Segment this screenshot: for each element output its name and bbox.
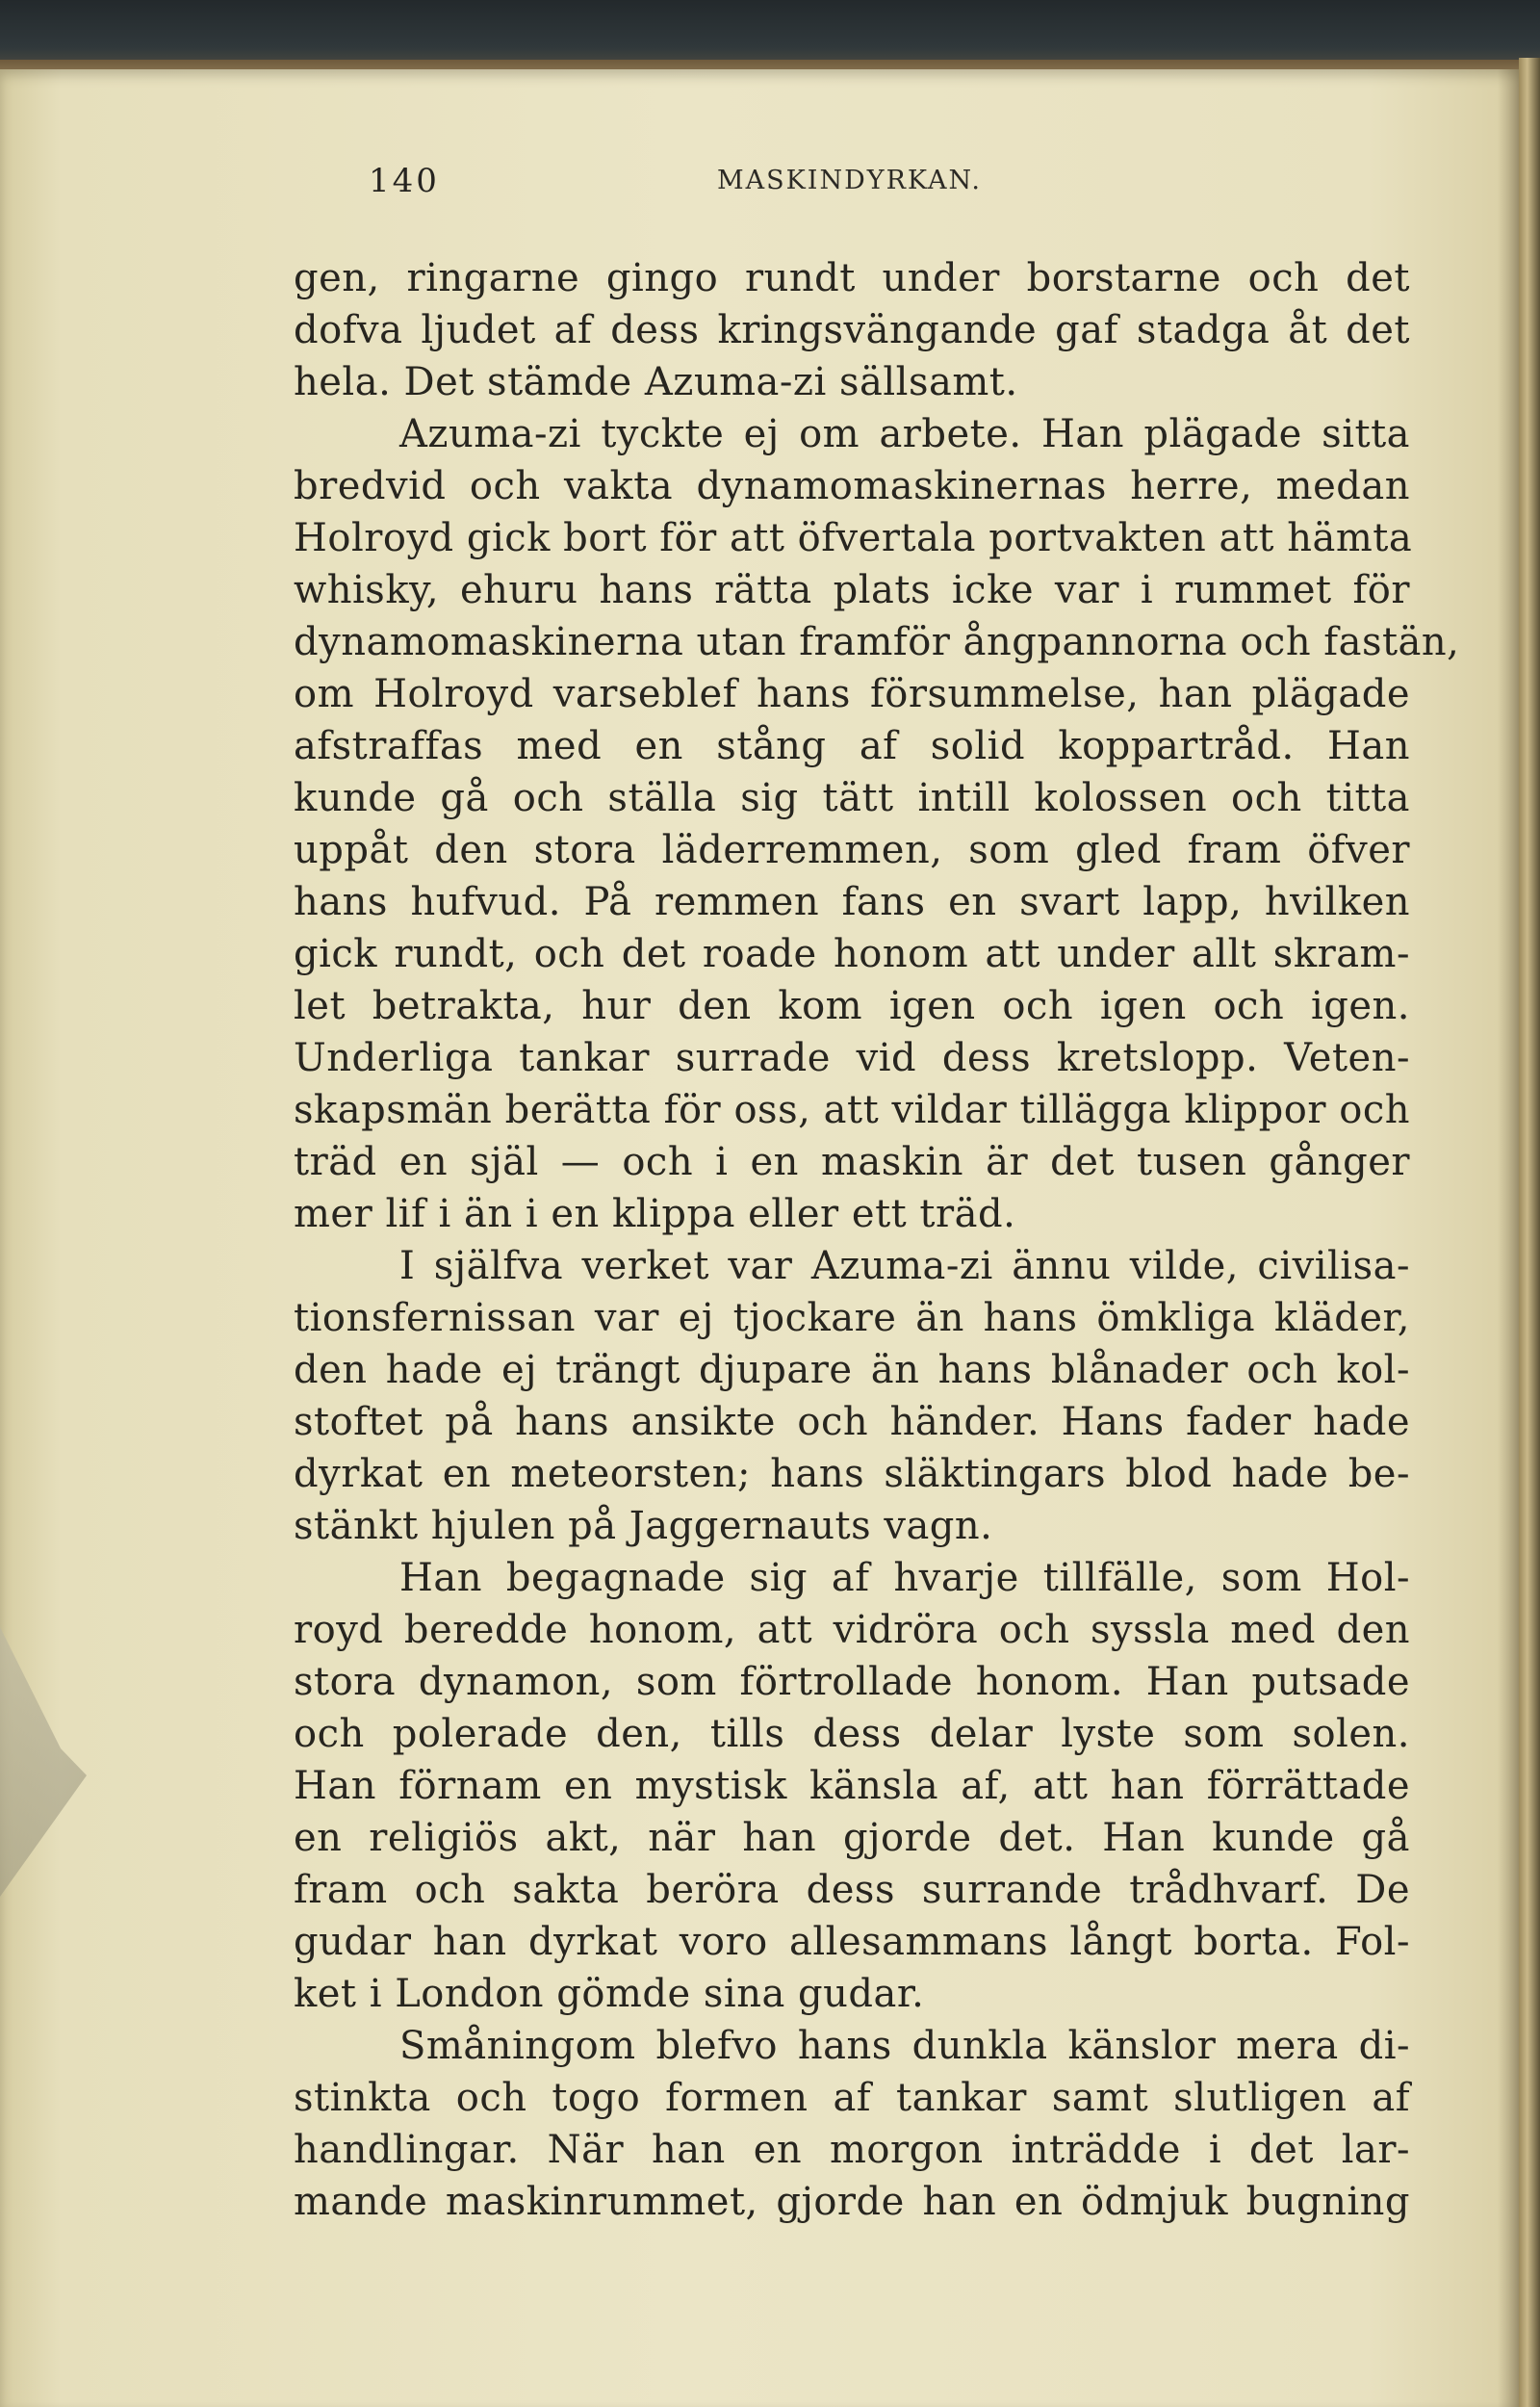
text-line: stinkta och togo formen af tankar samt slutligen af <box>294 2076 1410 2120</box>
body-text <box>294 252 1460 2228</box>
page-number: 140 <box>369 162 440 200</box>
text-line: fram och sakta beröra dess surrande trådhvarf. De <box>294 1868 1410 1912</box>
book-spine-edge <box>1519 58 1540 2407</box>
text-line: kunde gå och ställa sig tätt intill kolossen och titta <box>294 776 1410 820</box>
text-line: afstraffas med en stång af solid koppartråd. Han <box>294 724 1410 768</box>
text-line: stora dynamon, som förtrollade honom. Han putsade <box>294 1660 1410 1704</box>
text-line: och polerade den, tills dess delar lyste som solen. <box>294 1712 1410 1756</box>
text-line: Azuma-zi tyckte ej om arbete. Han plägade sitta <box>399 412 1410 456</box>
text-line: Han förnam en mystisk känsla af, att han förrättade <box>294 1764 1410 1808</box>
text-line: stänkt hjulen på Jaggernauts vagn. <box>294 1504 993 1548</box>
running-head: MASKINDYRKAN. <box>717 166 982 195</box>
text-line: dyrkat en meteorsten; hans släktingars blod hade be- <box>294 1452 1410 1496</box>
text-line: ket i London gömde sina gudar. <box>294 1972 925 2016</box>
page-header <box>0 162 1519 200</box>
text-line: stoftet på hans ansikte och händer. Hans fader hade <box>294 1400 1410 1444</box>
text-line: en religiös akt, när han gjorde det. Han kunde gå <box>294 1816 1410 1860</box>
text-line: om Holroyd varseblef hans försummelse, han plägade <box>294 672 1410 716</box>
text-line: träd en själ — och i en maskin är det tusen gånger <box>294 1140 1410 1184</box>
text-line: bredvid och vakta dynamomaskinernas herre, medan <box>294 464 1410 508</box>
text-line: gick rundt, och det roade honom att under allt skram- <box>294 932 1410 976</box>
text-line: dynamomaskinerna utan framför ångpannorna och fastän, <box>294 620 1460 664</box>
text-line: skapsmän berätta för oss, att vildar tillägga klippor och <box>294 1088 1410 1132</box>
text-line: Underliga tankar surrade vid dess kretslopp. Veten- <box>294 1036 1410 1080</box>
text-line: gen, ringarne gingo rundt under borstarne och det <box>294 256 1410 300</box>
text-line: hela. Det stämde Azuma-zi sällsamt. <box>294 360 1018 404</box>
text-line: mer lif i än i en klippa eller ett träd. <box>294 1192 1016 1236</box>
text-line: hans hufvud. På remmen fans en svart lapp, hvilken <box>294 880 1410 924</box>
text-line: den hade ej trängt djupare än hans blånader och kol- <box>294 1348 1410 1392</box>
text-line: tionsfernissan var ej tjockare än hans ömkliga kläder, <box>294 1296 1410 1340</box>
text-line: uppåt den stora läderremmen, som gled fram öfver <box>294 828 1410 872</box>
gutter-shadow <box>1498 69 1519 2407</box>
text-line: dofva ljudet af dess kringsvängande gaf stadga åt det <box>294 308 1410 352</box>
text-line: I själfva verket var Azuma-zi ännu vilde, civilisa- <box>399 1244 1410 1288</box>
text-line: Småningom blefvo hans dunkla känslor mera di- <box>399 2024 1410 2068</box>
text-line: handlingar. När han en morgon inträdde i det lar- <box>294 2128 1410 2172</box>
text-line: whisky, ehuru hans rätta plats icke var i rummet för <box>294 568 1410 612</box>
text-line: Holroyd gick bort för att öfvertala portvakten att hämta <box>294 516 1413 560</box>
scanner-background <box>0 0 1540 67</box>
text-line: let betrakta, hur den kom igen och igen och igen. <box>294 984 1410 1028</box>
text-line: mande maskinrummet, gjorde han en ödmjuk bugning <box>294 2180 1410 2224</box>
text-line: gudar han dyrkat voro allesammans långt borta. Fol- <box>294 1920 1410 1964</box>
text-line: Han begagnade sig af hvarje tillfälle, som Hol- <box>399 1556 1410 1600</box>
text-line: royd beredde honom, att vidröra och syssla med den <box>294 1608 1410 1652</box>
